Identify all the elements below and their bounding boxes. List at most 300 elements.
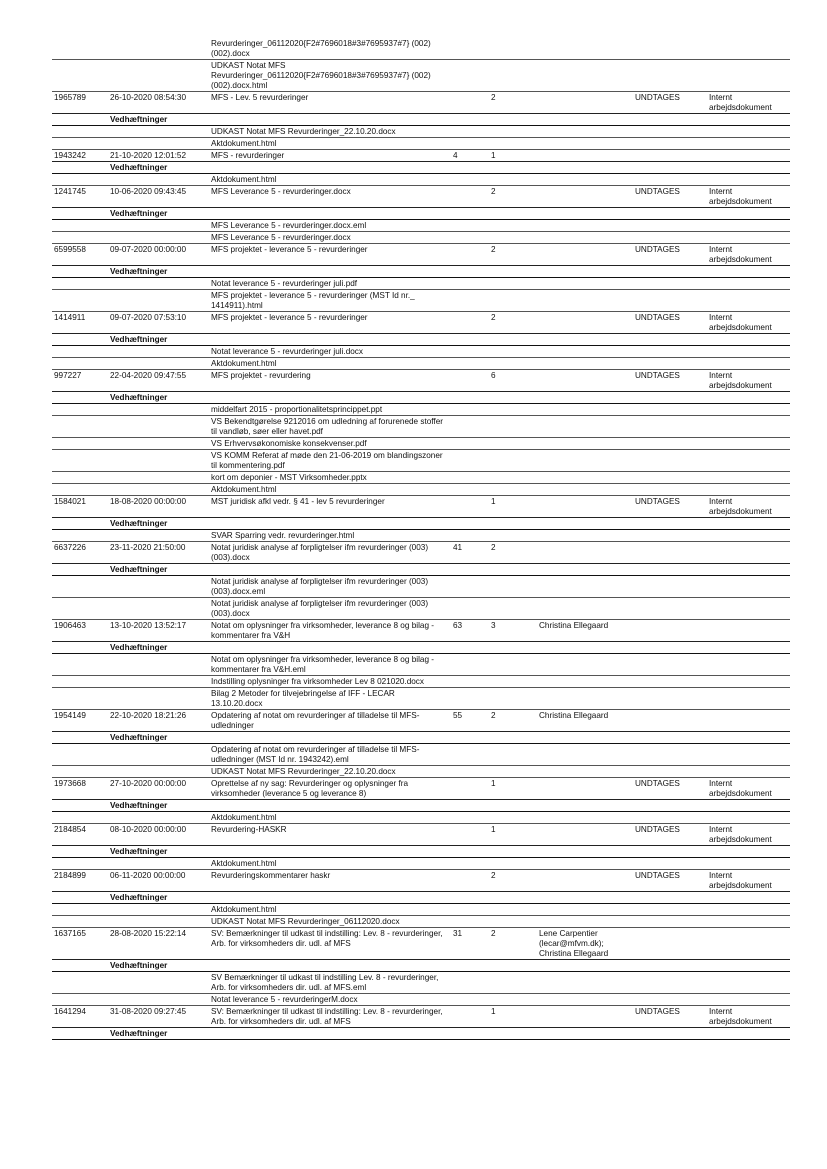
attachment-row — [52, 232, 790, 244]
attachments-label: Vedhæftninger — [110, 565, 168, 574]
attachment-row — [52, 904, 790, 916]
empty-cell — [108, 472, 209, 473]
empty-cell — [52, 220, 108, 221]
document-title[interactable]: MFS - Lev. 5 revurderinger — [211, 93, 309, 102]
document-id: 2184899 — [54, 871, 86, 880]
sender — [537, 778, 633, 779]
document-table — [52, 38, 790, 1040]
page-count: 31 — [453, 929, 463, 938]
attachments-label: Vedhæftninger — [110, 961, 168, 970]
attachment-filename[interactable]: Notat juridisk analyse af forpligtelser ifm revurderinger (003) (003).docx — [211, 599, 429, 618]
empty-cell — [52, 346, 108, 347]
document-id: 2184854 — [54, 825, 86, 834]
page-count: 41 — [453, 543, 463, 552]
attachment-row — [52, 346, 790, 358]
page-count — [451, 496, 489, 497]
document-date: 09-07-2020 07:53:10 — [110, 313, 187, 322]
sender: Christina Ellegaard — [539, 711, 609, 720]
attachment-filename[interactable]: Bilag 2 Metoder for tilvejebringelse af IFF - LECAR 13.10.20.docx — [211, 689, 395, 708]
document-id: 1954149 — [54, 711, 86, 720]
status-text: UNDTAGES — [635, 93, 680, 102]
attachment-row — [52, 38, 790, 60]
exemption-ground — [707, 620, 790, 621]
status-text: UNDTAGES — [635, 371, 680, 380]
document-title[interactable]: MFS projektet - leverance 5 - revurderinger — [211, 313, 368, 322]
attachment-filename[interactable]: Aktdokument.html — [211, 139, 277, 148]
attachment-row — [52, 416, 790, 438]
empty-cell — [108, 358, 209, 359]
attachments-label: Vedhæftninger — [110, 1029, 168, 1038]
document-date: 28-08-2020 15:22:14 — [110, 929, 187, 938]
attachment-row — [52, 438, 790, 450]
empty-cell — [52, 766, 108, 767]
attachments-header-row — [52, 266, 790, 278]
exemption-ground: Internt arbejdsdokument — [709, 93, 772, 112]
attachment-filename[interactable]: Notat leverance 5 - revurderinger juli.pdf — [211, 279, 358, 288]
empty-cell — [52, 960, 108, 961]
document-date: 13-10-2020 13:52:17 — [110, 621, 187, 630]
exemption-ground: Internt arbejdsdokument — [709, 871, 772, 890]
document-title[interactable]: SV: Bemærkninger til udkast til indstilling: Lev. 8 - revurderinger, Arb. for virksomheders dir. udl. af MFS — [211, 929, 443, 948]
empty-cell — [52, 916, 108, 917]
document-date: 10-06-2020 09:43:45 — [110, 187, 187, 196]
attachment-filename[interactable]: MFS Leverance 5 - revurderinger.docx.eml — [211, 221, 367, 230]
exemption-ground: Internt arbejdsdokument — [709, 245, 772, 264]
attachments-header-row — [52, 800, 790, 812]
empty-cell — [52, 688, 108, 689]
empty-cell — [52, 404, 108, 405]
status-text — [633, 710, 707, 711]
document-id: 1973668 — [54, 779, 86, 788]
attachment-row — [52, 576, 790, 598]
attachment-filename[interactable]: SV Bemærkninger til udkast til indstilling Lev. 8 - revurderinger, Arb. for virksomheders dir. udl. af MFS.eml — [211, 973, 439, 992]
status-text — [633, 150, 707, 151]
empty-cell — [52, 598, 108, 599]
attachment-row — [52, 138, 790, 150]
attachment-count: 1 — [491, 151, 496, 160]
document-id: 1584021 — [54, 497, 86, 506]
document-id: 6637226 — [54, 543, 86, 552]
attachment-row — [52, 174, 790, 186]
document-date: 21-10-2020 12:01:52 — [110, 151, 187, 160]
exemption-ground: Internt arbejdsdokument — [709, 371, 772, 390]
empty-cell — [52, 654, 108, 655]
page-count — [451, 870, 489, 871]
exemption-ground — [707, 150, 790, 151]
document-date: 18-08-2020 00:00:00 — [110, 497, 187, 506]
attachment-row — [52, 358, 790, 370]
document-date: 06-11-2020 00:00:00 — [110, 871, 186, 880]
document-title[interactable]: MFS projektet - leverance 5 - revurderinger — [211, 245, 368, 254]
attachment-row — [52, 450, 790, 472]
empty-cell — [52, 126, 108, 127]
attachment-filename[interactable]: middelfart 2015 - proportionalitetsprincippet.ppt — [211, 405, 383, 414]
document-id: 1637165 — [54, 929, 86, 938]
attachment-filename[interactable]: VS KOMM Referat af møde den 21-06-2019 om blandingszoner til kommentering.pdf — [211, 451, 443, 470]
sender — [537, 150, 633, 151]
attachments-label: Vedhæftninger — [110, 393, 168, 402]
empty-cell — [52, 416, 108, 417]
empty-cell — [108, 232, 209, 233]
document-row — [52, 312, 790, 334]
empty-cell — [108, 60, 209, 61]
attachments-header-row — [52, 732, 790, 744]
attachment-filename[interactable]: VS Bekendtgørelse 9212016 om udledning af forurenede stoffer til vandløb, søer eller havet.pdf — [211, 417, 443, 436]
attachment-filename[interactable]: VS Erhvervsøkonomiske konsekvenser.pdf — [211, 439, 367, 448]
attachment-filename[interactable]: Notat om oplysninger fra virksomheder, leverance 8 og bilag - kommentarer fra V&H.eml — [211, 655, 434, 674]
empty-cell — [108, 138, 209, 139]
attachments-header-row — [52, 642, 790, 654]
document-row — [52, 870, 790, 892]
empty-cell — [52, 438, 108, 439]
empty-cell — [52, 114, 108, 115]
attachment-row — [52, 654, 790, 676]
attachment-filename[interactable]: MFS projektet - leverance 5 - revurderinger (MST Id nr._ 1414911).html — [211, 291, 415, 310]
attachment-filename[interactable]: UDKAST Notat MFS Revurderinger_22.10.20.docx — [211, 767, 396, 776]
attachment-filename[interactable]: Indstilling oplysninger fra virksomheder Lev 8 021020.docx — [211, 677, 424, 686]
attachment-row — [52, 472, 790, 484]
empty-cell — [52, 138, 108, 139]
document-id: 1906463 — [54, 621, 86, 630]
attachments-header-row — [52, 162, 790, 174]
attachment-count: 1 — [491, 825, 496, 834]
sender — [537, 92, 633, 93]
empty-cell — [108, 654, 209, 655]
empty-cell — [108, 994, 209, 995]
document-title[interactable]: Notat om oplysninger fra virksomheder, leverance 8 og bilag - kommentarer fra V&H — [211, 621, 434, 640]
empty-cell — [52, 892, 108, 893]
attachment-row — [52, 290, 790, 312]
empty-cell — [52, 972, 108, 973]
document-date: 09-07-2020 00:00:00 — [110, 245, 187, 254]
document-title[interactable]: Revurdering-HASKR — [211, 825, 287, 834]
sender — [537, 370, 633, 371]
attachment-filename[interactable]: Notat leverance 5 - revurderingerM.docx — [211, 995, 358, 1004]
empty-cell — [108, 676, 209, 677]
attachment-filename[interactable]: Aktdokument.html — [211, 175, 277, 184]
status-text: UNDTAGES — [635, 187, 680, 196]
sender — [537, 312, 633, 313]
status-text — [633, 620, 707, 621]
attachment-filename[interactable]: Aktdokument.html — [211, 859, 277, 868]
attachment-filename[interactable]: MFS Leverance 5 - revurderinger.docx — [211, 233, 351, 242]
empty-cell — [52, 334, 108, 335]
empty-cell — [108, 916, 209, 917]
empty-cell — [108, 346, 209, 347]
attachment-count: 2 — [491, 711, 496, 720]
document-title[interactable]: MFS projektet - revurdering — [211, 371, 311, 380]
document-row — [52, 496, 790, 518]
attachment-row — [52, 126, 790, 138]
attachment-row — [52, 676, 790, 688]
empty-cell — [52, 994, 108, 995]
page-count — [451, 186, 489, 187]
attachment-filename[interactable]: UDKAST Notat MFS Revurderinger_06112020{F2#7696018#3#7695937#7} (002) (002).docx.html — [211, 61, 431, 90]
empty-cell — [108, 688, 209, 689]
empty-cell — [52, 904, 108, 905]
empty-cell — [52, 38, 108, 39]
empty-cell — [108, 278, 209, 279]
document-row — [52, 150, 790, 162]
attachment-count: 2 — [491, 871, 496, 880]
attachments-label: Vedhæftninger — [110, 519, 168, 528]
attachments-header-row — [52, 392, 790, 404]
document-date: 22-10-2020 18:21:26 — [110, 711, 187, 720]
empty-cell — [52, 676, 108, 677]
attachments-label: Vedhæftninger — [110, 115, 168, 124]
attachments-header-row — [52, 1028, 790, 1040]
document-id: 1641294 — [54, 1007, 86, 1016]
exemption-ground: Internt arbejdsdokument — [709, 313, 772, 332]
document-id: 1241745 — [54, 187, 86, 196]
attachments-header-row — [52, 518, 790, 530]
attachment-row — [52, 916, 790, 928]
status-text: UNDTAGES — [635, 779, 680, 788]
page-count — [451, 370, 489, 371]
empty-cell — [52, 450, 108, 451]
page-count — [451, 778, 489, 779]
attachments-header-row — [52, 960, 790, 972]
empty-cell — [108, 450, 209, 451]
attachments-header-row — [52, 334, 790, 346]
status-text — [633, 542, 707, 543]
attachment-filename[interactable]: SVAR Sparring vedr. revurderinger.html — [211, 531, 355, 540]
attachment-row — [52, 972, 790, 994]
empty-cell — [52, 358, 108, 359]
document-row — [52, 186, 790, 208]
empty-cell — [108, 576, 209, 577]
sender — [537, 824, 633, 825]
sender: Christina Ellegaard — [539, 621, 609, 630]
attachments-header-row — [52, 114, 790, 126]
page-count — [451, 92, 489, 93]
attachment-row — [52, 60, 790, 92]
document-title[interactable]: SV: Bemærkninger til udkast til indstilling: Lev. 8 - revurderinger, Arb. for virksomheders dir. udl. af MFS — [211, 1007, 443, 1026]
status-text: UNDTAGES — [635, 871, 680, 880]
empty-cell — [108, 598, 209, 599]
document-id: 6599558 — [54, 245, 86, 254]
exemption-ground: Internt arbejdsdokument — [709, 1007, 772, 1026]
document-date: 31-08-2020 09:27:45 — [110, 1007, 187, 1016]
page-count — [451, 312, 489, 313]
empty-cell — [108, 972, 209, 973]
sender — [537, 496, 633, 497]
attachment-count: 2 — [491, 543, 496, 552]
attachment-count: 3 — [491, 621, 496, 630]
document-row — [52, 1006, 790, 1028]
attachment-filename[interactable]: Revurderinger_06112020{F2#7696018#3#7695937#7} (002) (002).docx — [211, 39, 431, 58]
attachments-label: Vedhæftninger — [110, 209, 168, 218]
document-date: 23-11-2020 21:50:00 — [110, 543, 186, 552]
empty-cell — [108, 174, 209, 175]
status-text — [633, 928, 707, 929]
document-id: 997227 — [54, 371, 82, 380]
empty-cell — [52, 162, 108, 163]
empty-cell — [52, 266, 108, 267]
sender — [537, 1006, 633, 1007]
empty-cell — [52, 858, 108, 859]
attachment-count: 2 — [491, 93, 496, 102]
attachment-count: 1 — [491, 779, 496, 788]
document-title[interactable]: Oprettelse af ny sag: Revurderinger og oplysninger fra virksomheder (leverance 5 og leverance 8) — [211, 779, 409, 798]
attachments-header-row — [52, 564, 790, 576]
page-count — [451, 1006, 489, 1007]
attachment-row — [52, 220, 790, 232]
document-title[interactable]: Opdatering af notat om revurderinger af tilladelse til MFS-udledninger — [211, 711, 420, 730]
exemption-ground — [707, 928, 790, 929]
document-date: 08-10-2020 00:00:00 — [110, 825, 187, 834]
sender — [537, 870, 633, 871]
exemption-ground: Internt arbejdsdokument — [709, 779, 772, 798]
attachment-count: 1 — [491, 1007, 496, 1016]
document-row — [52, 244, 790, 266]
empty-cell — [52, 800, 108, 801]
status-text: UNDTAGES — [635, 1007, 680, 1016]
empty-cell — [52, 576, 108, 577]
document-row — [52, 710, 790, 732]
sender — [537, 186, 633, 187]
attachments-label: Vedhæftninger — [110, 163, 168, 172]
exemption-ground: Internt arbejdsdokument — [709, 497, 772, 516]
attachments-label: Vedhæftninger — [110, 733, 168, 742]
document-row — [52, 620, 790, 642]
empty-cell — [108, 38, 209, 39]
attachment-filename[interactable]: Aktdokument.html — [211, 359, 277, 368]
attachment-row — [52, 484, 790, 496]
attachments-label: Vedhæftninger — [110, 335, 168, 344]
attachments-label: Vedhæftninger — [110, 847, 168, 856]
document-date: 22-04-2020 09:47:55 — [110, 371, 187, 380]
document-title[interactable]: Revurderingskommentarer haskr — [211, 871, 331, 880]
page-count: 55 — [453, 711, 463, 720]
empty-cell — [52, 174, 108, 175]
attachment-row — [52, 994, 790, 1006]
empty-cell — [108, 438, 209, 439]
sender: Lene Carpentier (lecar@mfvm.dk); Christina Ellegaard — [539, 929, 609, 958]
empty-cell — [108, 766, 209, 767]
attachment-count: 2 — [491, 187, 496, 196]
document-id: 1965789 — [54, 93, 86, 102]
exemption-ground: Internt arbejdsdokument — [709, 187, 772, 206]
empty-cell — [52, 60, 108, 61]
sender — [537, 244, 633, 245]
document-row — [52, 542, 790, 564]
document-row — [52, 928, 790, 960]
empty-cell — [108, 126, 209, 127]
attachment-count: 2 — [491, 929, 496, 938]
empty-cell — [108, 744, 209, 745]
empty-cell — [52, 1028, 108, 1029]
empty-cell — [108, 858, 209, 859]
empty-cell — [52, 530, 108, 531]
attachment-filename[interactable]: Aktdokument.html — [211, 905, 277, 914]
attachment-filename[interactable]: UDKAST Notat MFS Revurderinger_06112020.docx — [211, 917, 400, 926]
attachments-header-row — [52, 846, 790, 858]
attachment-row — [52, 598, 790, 620]
empty-cell — [52, 472, 108, 473]
attachment-filename[interactable]: Notat juridisk analyse af forpligtelser ifm revurderinger (003) (003).docx.eml — [211, 577, 429, 596]
document-date: 27-10-2020 00:00:00 — [110, 779, 187, 788]
page-count — [451, 824, 489, 825]
attachment-filename[interactable]: UDKAST Notat MFS Revurderinger_22.10.20.docx — [211, 127, 396, 136]
document-title[interactable]: MST juridisk afkl vedr. § 41 - lev 5 revurderinger — [211, 497, 385, 506]
attachments-header-row — [52, 892, 790, 904]
exemption-ground — [707, 710, 790, 711]
empty-cell — [108, 220, 209, 221]
attachment-count: 6 — [491, 371, 496, 380]
attachments-label: Vedhæftninger — [110, 893, 168, 902]
empty-cell — [52, 278, 108, 279]
attachment-filename[interactable]: kort om deponier - MST Virksomheder.pptx — [211, 473, 367, 482]
empty-cell — [52, 484, 108, 485]
document-title[interactable]: MFS - revurderinger — [211, 151, 285, 160]
attachment-row — [52, 688, 790, 710]
empty-cell — [52, 642, 108, 643]
empty-cell — [52, 208, 108, 209]
empty-cell — [52, 564, 108, 565]
document-id: 1414911 — [54, 313, 86, 322]
attachment-row — [52, 766, 790, 778]
attachments-label: Vedhæftninger — [110, 643, 168, 652]
page-count: 63 — [453, 621, 463, 630]
document-id: 1943242 — [54, 151, 86, 160]
attachment-filename[interactable]: Opdatering af notat om revurderinger af tilladelse til MFS-udledninger (MST Id nr. 1943242).eml — [211, 745, 420, 764]
empty-cell — [108, 530, 209, 531]
document-date: 26-10-2020 08:54:30 — [110, 93, 187, 102]
empty-cell — [108, 290, 209, 291]
attachment-row — [52, 404, 790, 416]
attachment-row — [52, 812, 790, 824]
exemption-ground — [707, 542, 790, 543]
attachment-count: 2 — [491, 313, 496, 322]
status-text: UNDTAGES — [635, 245, 680, 254]
status-text: UNDTAGES — [635, 313, 680, 322]
empty-cell — [52, 812, 108, 813]
page-count: 4 — [453, 151, 458, 160]
empty-cell — [108, 812, 209, 813]
attachment-row — [52, 530, 790, 542]
status-text: UNDTAGES — [635, 497, 680, 506]
empty-cell — [52, 290, 108, 291]
attachments-label: Vedhæftninger — [110, 801, 168, 810]
empty-cell — [52, 518, 108, 519]
empty-cell — [52, 744, 108, 745]
document-row — [52, 824, 790, 846]
attachments-header-row — [52, 208, 790, 220]
exemption-ground: Internt arbejdsdokument — [709, 825, 772, 844]
empty-cell — [108, 904, 209, 905]
empty-cell — [52, 232, 108, 233]
attachment-filename[interactable]: Notat leverance 5 - revurderinger juli.docx — [211, 347, 363, 356]
empty-cell — [108, 484, 209, 485]
document-row — [52, 370, 790, 392]
document-row — [52, 778, 790, 800]
attachment-filename[interactable]: Aktdokument.html — [211, 485, 277, 494]
empty-cell — [108, 404, 209, 405]
sender — [537, 542, 633, 543]
document-title[interactable]: Notat juridisk analyse af forpligtelser ifm revurderinger (003) (003).docx — [211, 543, 429, 562]
attachment-filename[interactable]: Aktdokument.html — [211, 813, 277, 822]
attachment-count: 1 — [491, 497, 496, 506]
status-text: UNDTAGES — [635, 825, 680, 834]
empty-cell — [108, 416, 209, 417]
attachment-count: 2 — [491, 245, 496, 254]
attachments-label: Vedhæftninger — [110, 267, 168, 276]
empty-cell — [52, 732, 108, 733]
empty-cell — [52, 846, 108, 847]
document-title[interactable]: MFS Leverance 5 - revurderinger.docx — [211, 187, 351, 196]
attachment-row — [52, 278, 790, 290]
